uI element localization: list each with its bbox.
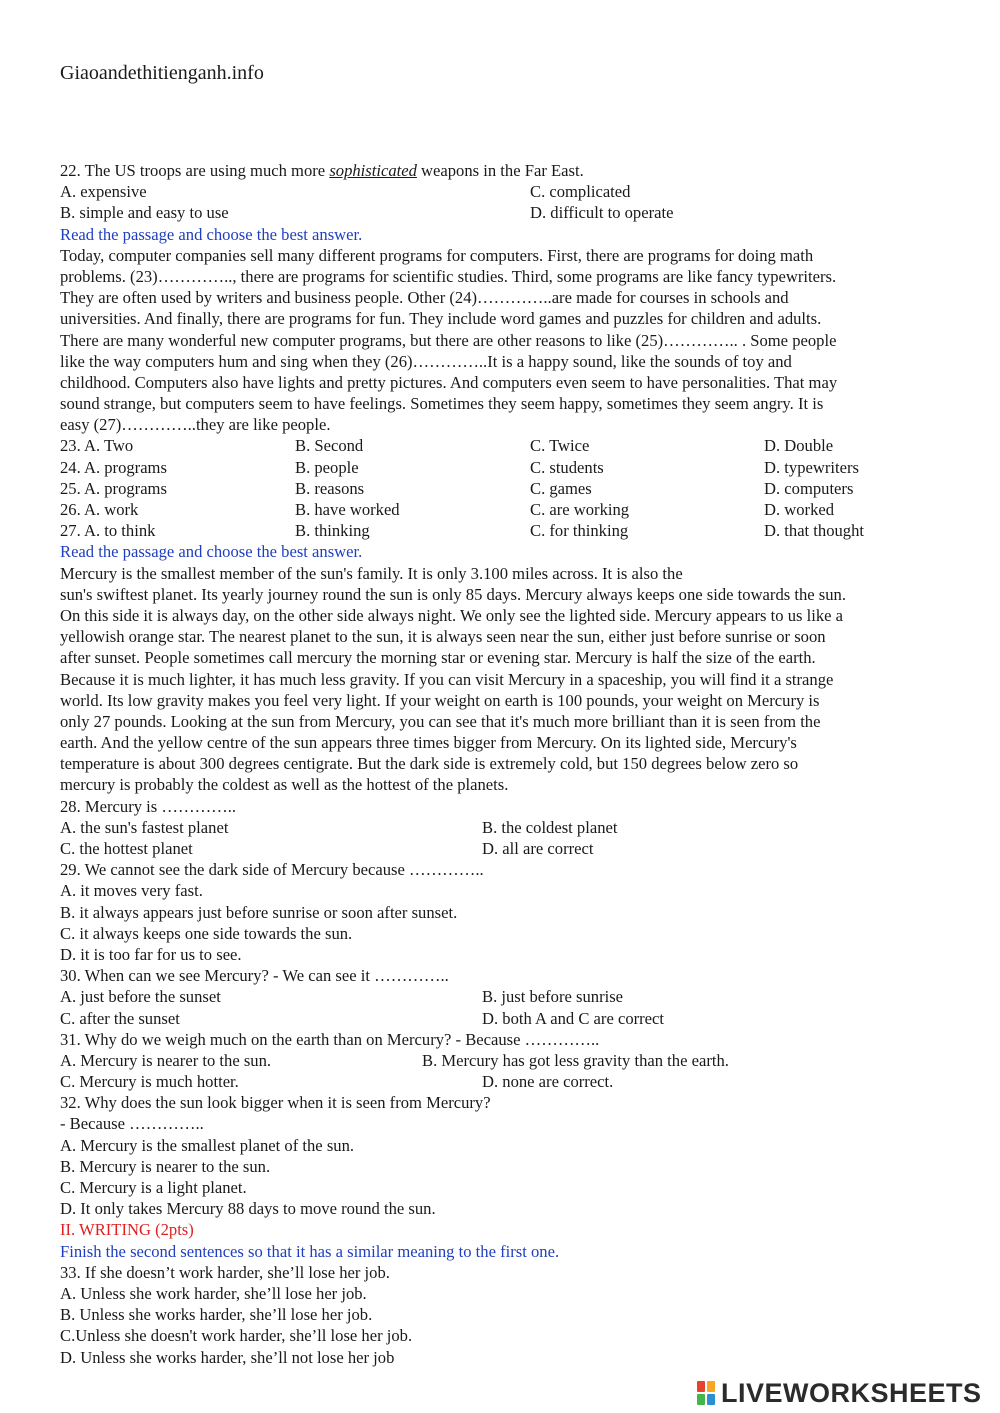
q22-option-b[interactable]: B. simple and easy to use — [60, 203, 229, 223]
q28-option-d[interactable]: D. all are correct — [482, 839, 594, 858]
q29-option-b[interactable]: B. it always appears just before sunrise or soon after sunset. — [60, 902, 458, 922]
question-22: 22. The US troops are using much more sophisticated weapons in the Far East. — [60, 161, 584, 180]
passage1-text — [60, 245, 950, 436]
q28-option-c[interactable]: C. the hottest planet — [60, 839, 193, 858]
q29-stem: 29. We cannot see the dark side of Mercury because ………….. — [60, 860, 484, 880]
q33-stem: 33. If she doesn’t work harder, she’ll lose her job. — [60, 1262, 390, 1282]
q30-row-2 — [60, 1008, 950, 1029]
option-d[interactable]: D. worked — [764, 500, 835, 519]
passage1-instruction: Read the passage and choose the best answer. — [60, 224, 363, 244]
option-d[interactable]: D. Double — [764, 436, 834, 456]
option-d[interactable]: D. computers — [764, 478, 854, 498]
worksheet-content — [60, 160, 950, 1368]
option-c[interactable]: C. are working — [530, 500, 630, 519]
question-row — [60, 478, 950, 499]
question-row — [60, 520, 950, 541]
option-d[interactable]: D. that thought — [764, 521, 865, 541]
q31-row-2 — [60, 1071, 950, 1092]
q31-row-1 — [60, 1050, 950, 1071]
passage2-instruction: Read the passage and choose the best answer. — [60, 542, 363, 562]
q33-option-c[interactable]: C.Unless she doesn't work harder, she’ll lose her job. — [60, 1326, 413, 1346]
passage2-line: world. Its low gravity makes you feel very light. If your weight on earth is 100 pounds, your weight on Mercury is — [60, 690, 820, 710]
passage1-line: They are often used by writers and business people. Other (24)…………..are made for courses in schools and — [60, 288, 789, 308]
q32-stem-continued: - Because ………….. — [60, 1114, 204, 1134]
writing-instruction: Finish the second sentences so that it has a similar meaning to the first one. — [60, 1241, 560, 1261]
q32-stem: 32. Why does the sun look bigger when it is seen from Mercury? — [60, 1093, 491, 1113]
q28-stem: 28. Mercury is ………….. — [60, 796, 237, 816]
option-b[interactable]: B. thinking — [295, 521, 370, 541]
passage1-line: easy (27)…………..they are like people. — [60, 415, 331, 435]
q22-option-a[interactable]: A. expensive — [60, 182, 147, 202]
q31-option-a[interactable]: A. Mercury is nearer to the sun. — [60, 1050, 272, 1070]
option-a[interactable]: 23. A. Two — [60, 436, 134, 456]
option-d[interactable]: D. typewriters — [764, 457, 859, 477]
q29-option-a[interactable]: A. it moves very fast. — [60, 881, 203, 901]
q31-option-d[interactable]: D. none are correct. — [482, 1072, 614, 1092]
passage1-line: problems. (23)………….., there are programs for scientific studies. Third, some programs are like fancy typewriters. — [60, 266, 837, 286]
q32-option-a[interactable]: A. Mercury is the smallest planet of the sun. — [60, 1135, 355, 1155]
passage2-line: earth. And the yellow centre of the sun appears three times bigger from Mercury. On its lighted side, Mercury's — [60, 733, 797, 753]
site-name: Giaoandethitienganh.info — [60, 62, 264, 84]
option-c[interactable]: C. Twice — [530, 436, 590, 456]
option-c[interactable]: C. games — [530, 478, 592, 498]
q28-row-2 — [60, 838, 950, 859]
q29-option-c[interactable]: C. it always keeps one side towards the sun. — [60, 923, 353, 943]
q30-stem: 30. When can we see Mercury? - We can see it ………….. — [60, 966, 449, 986]
q31-option-c[interactable]: C. Mercury is much hotter. — [60, 1072, 239, 1092]
q28-row-1 — [60, 817, 950, 838]
q32-option-c[interactable]: C. Mercury is a light planet. — [60, 1178, 247, 1197]
writing-heading: II. WRITING (2pts) — [60, 1220, 194, 1240]
option-b[interactable]: B. reasons — [295, 478, 365, 498]
passage1-line: childhood. Computers also have lights and pretty pictures. And computers even seem to have personalities. That may — [60, 372, 838, 392]
passage2-line: Because it is much lighter, it has much less gravity. If you can visit Mercury in a spaceship, you will find it a strange — [60, 669, 834, 689]
question-row — [60, 457, 950, 478]
passage1-line: universities. And finally, there are programs for fun. They include word games and puzzles for children and adults. — [60, 309, 822, 329]
passage1-line: like the way computers hum and sing when they (26)…………..It is a happy sound, like the sounds of toy and — [60, 351, 792, 371]
q29-option-d[interactable]: D. it is too far for us to see. — [60, 944, 242, 964]
underlined-word: sophisticated — [329, 161, 417, 180]
q31-stem: 31. Why do we weigh much on the earth than on Mercury? - Because ………….. — [60, 1029, 600, 1049]
q28-option-b[interactable]: B. the coldest planet — [482, 817, 618, 837]
passage2-line: yellowish orange star. The nearest planet to the sun, it is always seen near the sun, either just before sunrise or soon — [60, 627, 826, 647]
q30-option-a[interactable]: A. just before the sunset — [60, 987, 221, 1007]
option-a[interactable]: 24. A. programs — [60, 457, 167, 477]
option-c[interactable]: C. for thinking — [530, 521, 629, 541]
q30-option-b[interactable]: B. just before sunrise — [482, 987, 624, 1007]
liveworksheets-wordmark: LIVEWORKSHEETS — [721, 1378, 982, 1408]
q30-row-1 — [60, 986, 950, 1007]
passage2-line: temperature is about 300 degrees centigrate. But the dark side is extremely cold, but 150 degrees below zero so — [60, 754, 799, 774]
q22-option-d[interactable]: D. difficult to operate — [530, 203, 674, 223]
q31-option-b[interactable]: B. Mercury has got less gravity than the earth. — [422, 1050, 729, 1070]
q22-row-2 — [60, 202, 950, 223]
q28-option-a[interactable]: A. the sun's fastest planet — [60, 817, 229, 837]
q33-option-a[interactable]: A. Unless she work harder, she’ll lose her job. — [60, 1283, 367, 1303]
option-a[interactable]: 26. A. work — [60, 500, 139, 519]
passage2-line: sun's swiftest planet. Its yearly journey round the sun is only 85 days. Mercury always keeps one side towards the sun. — [60, 584, 846, 604]
q33-option-b[interactable]: B. Unless she works harder, she’ll lose her job. — [60, 1305, 373, 1325]
passage1-questions — [60, 435, 950, 541]
q22-row-1 — [60, 181, 950, 202]
q32-option-b[interactable]: B. Mercury is nearer to the sun. — [60, 1156, 271, 1176]
passage2-line: On this side it is always day, on the other side always night. We only see the lighted side. Mercury appears to us like a — [60, 605, 844, 625]
q32-option-d[interactable]: D. It only takes Mercury 88 days to move round the sun. — [60, 1199, 436, 1219]
option-a[interactable]: 27. A. to think — [60, 521, 156, 541]
passage1-line: Today, computer companies sell many different programs for computers. First, there are programs for doing math — [60, 245, 814, 265]
option-a[interactable]: 25. A. programs — [60, 478, 167, 498]
passage2-line: Mercury is the smallest member of the sun's family. It is only 3.100 miles across. It is also the — [60, 563, 683, 583]
option-c[interactable]: C. students — [530, 457, 604, 477]
q30-option-c[interactable]: C. after the sunset — [60, 1008, 180, 1028]
passage1-line: There are many wonderful new computer programs, but there are other reasons to like (25)………….. . Some people — [60, 330, 837, 350]
question-row — [60, 435, 950, 456]
passage1-line: sound strange, but computers seem to have feelings. Sometimes they seem happy, sometimes they seem angry. It is — [60, 394, 824, 414]
passage2-line: after sunset. People sometimes call mercury the morning star or evening star. Mercury is half the size of the earth. — [60, 648, 816, 668]
option-b[interactable]: B. people — [295, 457, 359, 477]
liveworksheets-logo[interactable] — [697, 1378, 993, 1408]
passage2-text — [60, 563, 950, 796]
question-row — [60, 499, 950, 520]
option-b[interactable]: B. Second — [295, 436, 364, 456]
q22-option-c[interactable]: C. complicated — [530, 182, 631, 202]
q30-option-d[interactable]: D. both A and C are correct — [482, 1008, 665, 1028]
q33-option-d[interactable]: D. Unless she works harder, she’ll not lose her job — [60, 1347, 395, 1367]
passage2-line: only 27 pounds. Looking at the sun from Mercury, you can see that it's much more brilliant than it is seen from the — [60, 711, 821, 731]
liveworksheets-grid-icon — [697, 1381, 715, 1405]
option-b[interactable]: B. have worked — [295, 500, 400, 519]
passage2-line: mercury is probably the coldest as well as the hottest of the planets. — [60, 775, 509, 795]
